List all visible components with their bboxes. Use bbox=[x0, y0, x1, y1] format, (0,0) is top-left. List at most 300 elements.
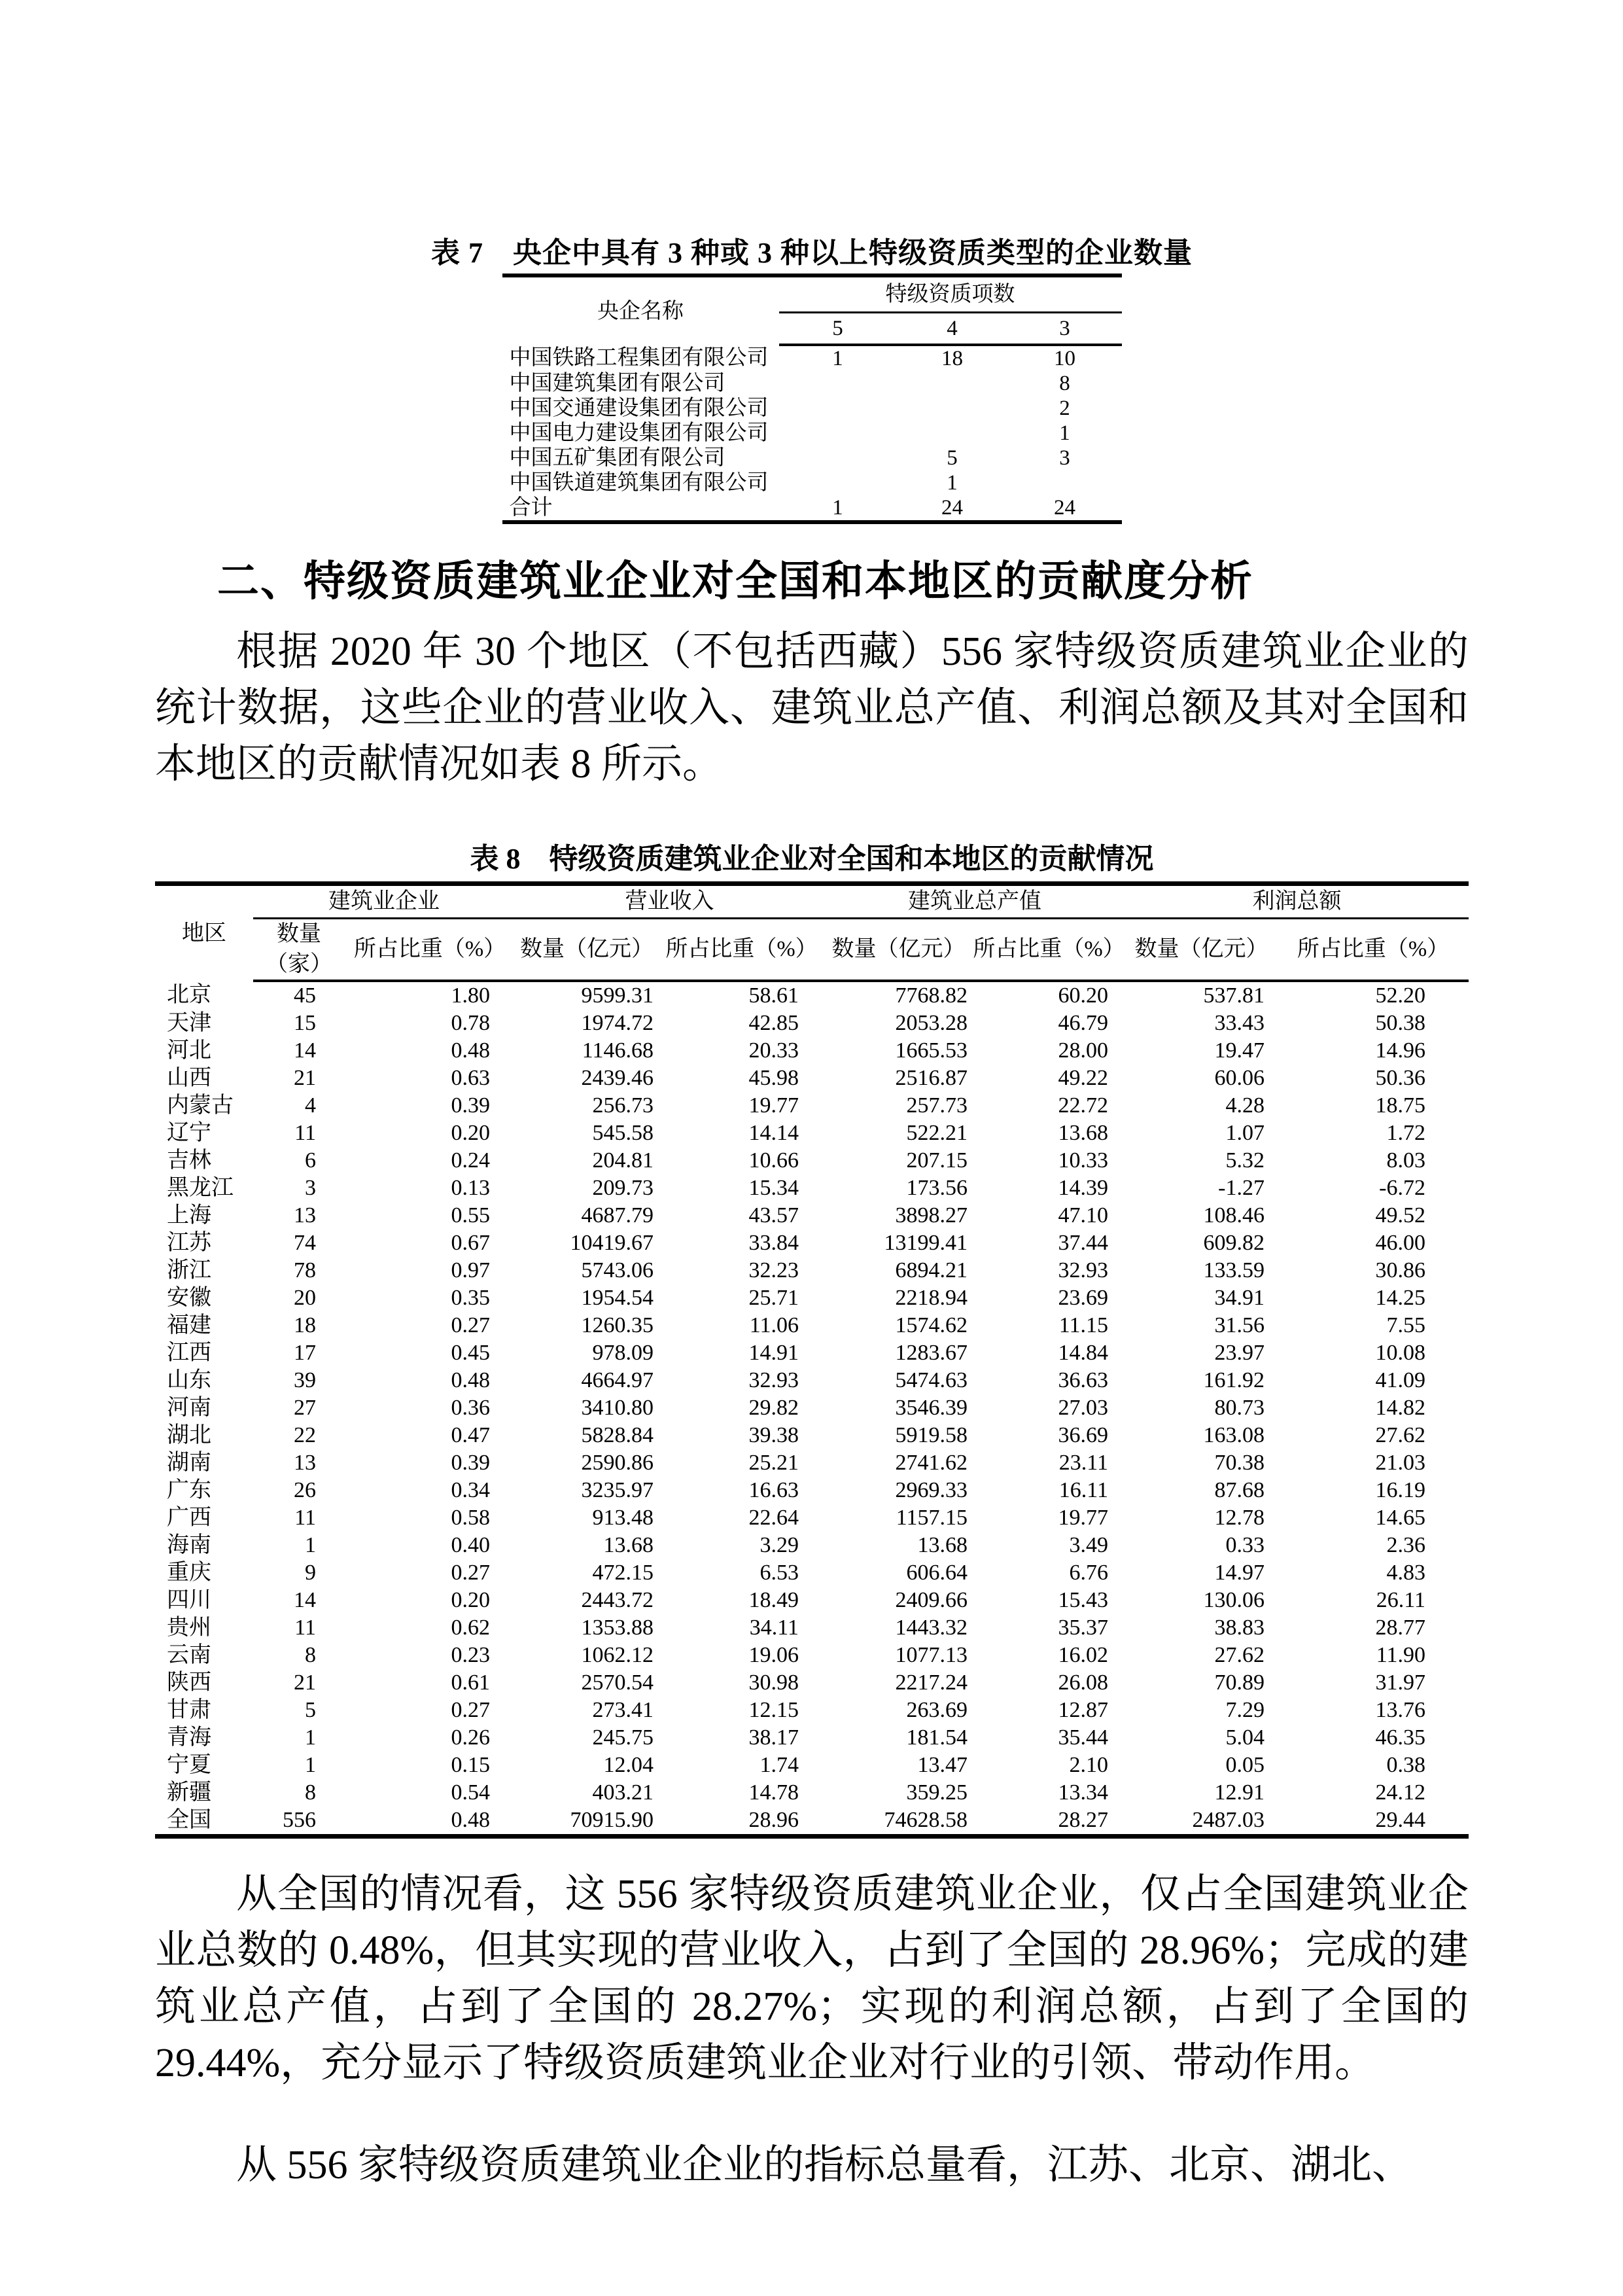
table-row bbox=[155, 1422, 1469, 1449]
enterprise-share-cell: 0.55 bbox=[451, 1203, 490, 1227]
enterprise-count-cell: 9 bbox=[305, 1561, 316, 1585]
count-3-cell bbox=[1008, 470, 1122, 495]
company-name-cell: 中国建筑集团有限公司 bbox=[509, 372, 725, 395]
output-amount-cell: 359.25 bbox=[906, 1780, 968, 1805]
region-cell: 重庆 bbox=[167, 1561, 211, 1585]
revenue-amount-cell: 273.41 bbox=[592, 1698, 654, 1722]
profit-share-cell: 27.62 bbox=[1375, 1423, 1425, 1447]
output-share-cell: 32.93 bbox=[1058, 1258, 1108, 1282]
profit-amount-cell: 12.78 bbox=[1214, 1506, 1265, 1530]
revenue-amount-cell: 1353.88 bbox=[581, 1616, 654, 1640]
enterprise-share-cell: 0.27 bbox=[451, 1313, 490, 1337]
revenue-share-cell: 25.21 bbox=[748, 1451, 799, 1475]
revenue-amount-cell: 204.81 bbox=[592, 1148, 654, 1173]
revenue-amount-cell: 2590.86 bbox=[581, 1451, 654, 1475]
count-4-cell: 18 bbox=[941, 347, 963, 370]
revenue-share-cell: 6.53 bbox=[759, 1561, 799, 1585]
table-row bbox=[155, 1367, 1469, 1394]
profit-amount-cell: 161.92 bbox=[1203, 1368, 1265, 1392]
enterprise-count-cell: 21 bbox=[294, 1670, 316, 1695]
output-amount-cell: 2218.94 bbox=[895, 1286, 968, 1310]
count-4-cell: 1 bbox=[947, 471, 958, 495]
company-name-cell: 中国铁路工程集团有限公司 bbox=[509, 346, 769, 370]
profit-amount-cell: 33.43 bbox=[1214, 1011, 1265, 1035]
enterprise-count-cell: 20 bbox=[294, 1286, 316, 1310]
profit-share-cell: 29.44 bbox=[1375, 1808, 1425, 1832]
region-cell: 黑龙江 bbox=[167, 1176, 234, 1200]
region-cell: 安徽 bbox=[167, 1286, 211, 1310]
region-cell: 云南 bbox=[167, 1643, 211, 1667]
revenue-share-cell: 33.84 bbox=[748, 1231, 799, 1255]
table-row bbox=[502, 396, 1122, 421]
revenue-amount-cell: 1260.35 bbox=[581, 1313, 654, 1337]
enterprise-share-cell: 0.62 bbox=[451, 1616, 490, 1640]
enterprise-count-cell: 6 bbox=[305, 1148, 316, 1173]
profit-amount-cell: 0.05 bbox=[1225, 1753, 1265, 1777]
table8-subheader-share2: 所占比重（%） bbox=[659, 919, 824, 981]
profit-amount-cell: 34.91 bbox=[1214, 1286, 1265, 1310]
table8-subheader-share4: 所占比重（%） bbox=[1278, 919, 1469, 981]
output-share-cell: 23.11 bbox=[1058, 1451, 1108, 1475]
output-share-cell: 27.03 bbox=[1058, 1396, 1108, 1420]
output-share-cell: 46.79 bbox=[1058, 1011, 1108, 1035]
profit-share-cell: 28.77 bbox=[1375, 1616, 1425, 1640]
table-row bbox=[155, 1065, 1469, 1092]
profit-amount-cell: 537.81 bbox=[1203, 983, 1265, 1008]
revenue-amount-cell: 1954.54 bbox=[581, 1286, 654, 1310]
table-row bbox=[502, 371, 1122, 396]
output-amount-cell: 1157.15 bbox=[896, 1506, 968, 1530]
revenue-amount-cell: 4664.97 bbox=[581, 1368, 654, 1392]
enterprise-count-cell: 13 bbox=[294, 1203, 316, 1227]
table-row bbox=[155, 1147, 1469, 1174]
revenue-amount-cell: 3235.97 bbox=[581, 1478, 654, 1502]
enterprise-share-cell: 0.40 bbox=[451, 1533, 490, 1557]
table8-title: 表 8 特级资质建筑业企业对全国和本地区的贡献情况 bbox=[470, 843, 1154, 875]
enterprise-share-cell: 0.13 bbox=[451, 1176, 490, 1200]
output-amount-cell: 522.21 bbox=[906, 1121, 968, 1145]
table-row bbox=[155, 1724, 1469, 1752]
output-amount-cell: 2053.28 bbox=[895, 1011, 968, 1035]
revenue-amount-cell: 5743.06 bbox=[581, 1258, 654, 1282]
enterprise-count-cell: 14 bbox=[294, 1038, 316, 1063]
table7-subheader-4: 4 bbox=[897, 313, 1008, 345]
profit-share-cell: 21.03 bbox=[1375, 1451, 1425, 1475]
region-cell: 内蒙古 bbox=[167, 1093, 234, 1118]
enterprise-share-cell: 0.48 bbox=[451, 1038, 490, 1063]
profit-share-cell: 14.82 bbox=[1375, 1396, 1425, 1420]
revenue-share-cell: 14.91 bbox=[748, 1341, 799, 1365]
revenue-share-cell: 1.74 bbox=[759, 1753, 799, 1777]
output-share-cell: 37.44 bbox=[1058, 1231, 1108, 1255]
summary-paragraph: 从全国的情况看，这 556 家特级资质建筑业企业，仅占全国建筑业企业总数的 0.48%，但其实现的营业收入，占到了全国的 28.96%；完成的建筑业总产值，占到了全国的 28.27%；实现的利润总额，占到了全国的 29.44%，充分显示了特级资质建筑业企业对行业的引领、带动作用。 bbox=[155, 1872, 1469, 2085]
profit-share-cell: 14.96 bbox=[1375, 1038, 1425, 1063]
table-row bbox=[155, 1449, 1469, 1477]
enterprise-share-cell: 1.80 bbox=[451, 983, 490, 1008]
enterprise-count-cell: 45 bbox=[294, 983, 316, 1008]
enterprise-share-cell: 0.48 bbox=[451, 1368, 490, 1392]
enterprise-share-cell: 0.67 bbox=[451, 1231, 490, 1255]
region-cell: 贵州 bbox=[167, 1616, 211, 1640]
revenue-amount-cell: 2570.54 bbox=[581, 1670, 654, 1695]
revenue-share-cell: 12.15 bbox=[748, 1698, 799, 1722]
profit-amount-cell: 19.47 bbox=[1214, 1038, 1265, 1063]
output-amount-cell: 263.69 bbox=[906, 1698, 968, 1722]
output-amount-cell: 606.64 bbox=[906, 1561, 968, 1585]
output-amount-cell: 5474.63 bbox=[895, 1368, 968, 1392]
table-row bbox=[155, 1284, 1469, 1312]
enterprise-share-cell: 0.35 bbox=[451, 1286, 490, 1310]
profit-share-cell: 14.65 bbox=[1375, 1506, 1425, 1530]
profit-amount-cell: 80.73 bbox=[1214, 1396, 1265, 1420]
output-amount-cell: 13.68 bbox=[917, 1533, 968, 1557]
region-cell: 陕西 bbox=[167, 1670, 211, 1695]
region-cell: 海南 bbox=[167, 1533, 211, 1557]
revenue-share-cell: 20.33 bbox=[748, 1038, 799, 1063]
region-cell: 青海 bbox=[167, 1725, 211, 1750]
enterprise-count-cell: 22 bbox=[294, 1423, 316, 1447]
count-3-cell: 2 bbox=[1059, 397, 1070, 420]
region-cell: 广西 bbox=[167, 1506, 211, 1530]
revenue-share-cell: 45.98 bbox=[748, 1066, 799, 1090]
profit-amount-cell: 133.59 bbox=[1203, 1258, 1265, 1282]
output-share-cell: 16.02 bbox=[1058, 1643, 1108, 1667]
revenue-share-cell: 22.64 bbox=[748, 1506, 799, 1530]
table8-subheader-count: 数量（家） bbox=[253, 919, 345, 981]
enterprise-share-cell: 0.27 bbox=[451, 1698, 490, 1722]
enterprise-share-cell: 0.34 bbox=[451, 1478, 490, 1502]
output-amount-cell: 1665.53 bbox=[895, 1038, 968, 1063]
count-5-cell bbox=[779, 371, 897, 396]
count-5-cell bbox=[779, 446, 897, 470]
revenue-amount-cell: 3410.80 bbox=[581, 1396, 654, 1420]
revenue-share-cell: 29.82 bbox=[748, 1396, 799, 1420]
profit-amount-cell: 87.68 bbox=[1214, 1478, 1265, 1502]
table8-body bbox=[155, 981, 1469, 1837]
table-row bbox=[155, 981, 1469, 1010]
table-row bbox=[155, 1202, 1469, 1229]
count-4-cell: 24 bbox=[941, 496, 963, 520]
output-share-cell: 28.27 bbox=[1058, 1808, 1108, 1832]
table-row bbox=[155, 1559, 1469, 1587]
count-4-cell: 5 bbox=[947, 446, 958, 470]
output-share-cell: 35.44 bbox=[1058, 1725, 1108, 1750]
enterprise-count-cell: 21 bbox=[294, 1066, 316, 1090]
enterprise-share-cell: 0.39 bbox=[451, 1093, 490, 1118]
output-share-cell: 2.10 bbox=[1069, 1753, 1108, 1777]
revenue-amount-cell: 2439.46 bbox=[581, 1066, 654, 1090]
table-row bbox=[155, 1229, 1469, 1257]
revenue-share-cell: 16.63 bbox=[748, 1478, 799, 1502]
table-row bbox=[155, 1174, 1469, 1202]
profit-amount-cell: 38.83 bbox=[1214, 1616, 1265, 1640]
count-5-cell: 1 bbox=[832, 347, 843, 370]
enterprise-count-cell: 4 bbox=[305, 1093, 316, 1118]
company-name-cell: 中国电力建设集团有限公司 bbox=[509, 421, 769, 445]
output-share-cell: 49.22 bbox=[1058, 1066, 1108, 1090]
enterprise-share-cell: 0.36 bbox=[451, 1396, 490, 1420]
revenue-share-cell: 34.11 bbox=[749, 1616, 799, 1640]
table-row bbox=[502, 470, 1122, 495]
enterprise-count-cell: 13 bbox=[294, 1451, 316, 1475]
profit-amount-cell: 27.62 bbox=[1214, 1643, 1265, 1667]
table8-subheader-amount1: 数量（亿元） bbox=[515, 919, 659, 981]
output-share-cell: 23.69 bbox=[1058, 1286, 1108, 1310]
profit-share-cell: 24.12 bbox=[1375, 1780, 1425, 1805]
revenue-amount-cell: 2443.72 bbox=[581, 1588, 654, 1612]
table-row bbox=[155, 1532, 1469, 1559]
enterprise-count-cell: 11 bbox=[294, 1121, 316, 1145]
table-row bbox=[155, 1120, 1469, 1147]
output-share-cell: 14.84 bbox=[1058, 1341, 1108, 1365]
table7-header bbox=[502, 275, 1122, 345]
count-5-cell: 1 bbox=[832, 496, 843, 520]
output-share-cell: 13.68 bbox=[1058, 1121, 1108, 1145]
region-cell: 江西 bbox=[167, 1341, 211, 1365]
table8-subheader-share1: 所占比重（%） bbox=[345, 919, 515, 981]
profit-share-cell: 49.52 bbox=[1375, 1203, 1425, 1227]
output-share-cell: 6.76 bbox=[1069, 1561, 1108, 1585]
revenue-amount-cell: 472.15 bbox=[592, 1561, 654, 1585]
enterprise-count-cell: 556 bbox=[283, 1808, 316, 1832]
profit-amount-cell: 5.32 bbox=[1225, 1148, 1265, 1173]
output-amount-cell: 5919.58 bbox=[895, 1423, 968, 1447]
profit-share-cell: 41.09 bbox=[1375, 1368, 1425, 1392]
region-cell: 上海 bbox=[167, 1203, 211, 1227]
profit-share-cell: 50.38 bbox=[1375, 1011, 1425, 1035]
profit-amount-cell: 163.08 bbox=[1203, 1423, 1265, 1447]
revenue-share-cell: 14.14 bbox=[748, 1121, 799, 1145]
revenue-share-cell: 32.23 bbox=[748, 1258, 799, 1282]
table7 bbox=[502, 274, 1122, 524]
table8-group-operating-revenue: 营业收入 bbox=[515, 884, 824, 919]
revenue-share-cell: 15.34 bbox=[748, 1176, 799, 1200]
profit-share-cell: 2.36 bbox=[1386, 1533, 1425, 1557]
output-share-cell: 36.69 bbox=[1058, 1423, 1108, 1447]
region-cell: 甘肃 bbox=[167, 1698, 211, 1722]
enterprise-share-cell: 0.23 bbox=[451, 1643, 490, 1667]
enterprise-count-cell: 74 bbox=[294, 1231, 316, 1255]
enterprise-share-cell: 0.78 bbox=[451, 1011, 490, 1035]
output-amount-cell: 2741.62 bbox=[895, 1451, 968, 1475]
table7-group-header: 特级资质项数 bbox=[779, 275, 1122, 313]
profit-share-cell: 11.90 bbox=[1376, 1643, 1425, 1667]
region-cell: 河北 bbox=[167, 1038, 211, 1063]
table-row bbox=[155, 1752, 1469, 1779]
revenue-amount-cell: 256.73 bbox=[592, 1093, 654, 1118]
revenue-amount-cell: 209.73 bbox=[592, 1176, 654, 1200]
table7-body bbox=[502, 345, 1122, 522]
table7-subheader-3: 3 bbox=[1008, 313, 1122, 345]
table-row bbox=[155, 1339, 1469, 1367]
table-row bbox=[155, 1807, 1469, 1837]
revenue-share-cell: 28.96 bbox=[748, 1808, 799, 1832]
output-amount-cell: 7768.82 bbox=[895, 983, 968, 1008]
output-amount-cell: 1077.13 bbox=[895, 1643, 968, 1667]
enterprise-share-cell: 0.27 bbox=[451, 1561, 490, 1585]
output-share-cell: 26.08 bbox=[1058, 1670, 1108, 1695]
table7-subheader-5: 5 bbox=[779, 313, 897, 345]
table-row bbox=[155, 1257, 1469, 1284]
company-name-cell: 中国铁道建筑集团有限公司 bbox=[509, 471, 769, 495]
output-amount-cell: 13.47 bbox=[917, 1753, 968, 1777]
table8-subheader-share3: 所占比重（%） bbox=[973, 919, 1125, 981]
region-cell: 辽宁 bbox=[167, 1121, 211, 1145]
output-amount-cell: 3546.39 bbox=[895, 1396, 968, 1420]
region-cell: 天津 bbox=[167, 1011, 211, 1035]
table-row bbox=[155, 1394, 1469, 1422]
count-5-cell bbox=[779, 396, 897, 421]
enterprise-count-cell: 15 bbox=[294, 1011, 316, 1035]
revenue-amount-cell: 1974.72 bbox=[581, 1011, 654, 1035]
table-row bbox=[155, 1642, 1469, 1669]
revenue-share-cell: 39.38 bbox=[748, 1423, 799, 1447]
region-cell: 宁夏 bbox=[167, 1753, 211, 1777]
enterprise-count-cell: 3 bbox=[305, 1176, 316, 1200]
table8-subheader-amount2: 数量（亿元） bbox=[824, 919, 973, 981]
revenue-share-cell: 11.06 bbox=[749, 1313, 799, 1337]
table-row bbox=[502, 421, 1122, 446]
table-row bbox=[502, 495, 1122, 522]
intro-paragraph: 根据 2020 年 30 个地区（不包括西藏）556 家特级资质建筑业企业的统计数据，这些企业的营业收入、建筑业总产值、利润总额及其对全国和本地区的贡献情况如表 8 所示。 bbox=[155, 629, 1469, 786]
section-heading: 二、特级资质建筑业企业对全国和本地区的贡献度分析 bbox=[217, 558, 1253, 605]
count-4-cell bbox=[897, 396, 1008, 421]
enterprise-count-cell: 8 bbox=[305, 1780, 316, 1805]
company-name-cell: 中国交通建设集团有限公司 bbox=[509, 397, 769, 420]
output-share-cell: 47.10 bbox=[1058, 1203, 1108, 1227]
count-5-cell bbox=[779, 470, 897, 495]
output-share-cell: 60.20 bbox=[1058, 983, 1108, 1008]
enterprise-share-cell: 0.97 bbox=[451, 1258, 490, 1282]
profit-share-cell: 16.19 bbox=[1375, 1478, 1425, 1502]
region-cell: 北京 bbox=[167, 983, 211, 1007]
profit-share-cell: 10.08 bbox=[1375, 1341, 1425, 1365]
profit-share-cell: 30.86 bbox=[1375, 1258, 1425, 1282]
output-amount-cell: 173.56 bbox=[906, 1176, 968, 1200]
revenue-share-cell: 30.98 bbox=[748, 1670, 799, 1695]
revenue-amount-cell: 70915.90 bbox=[570, 1808, 654, 1832]
revenue-share-cell: 43.57 bbox=[748, 1203, 799, 1227]
output-amount-cell: 2969.33 bbox=[895, 1478, 968, 1502]
revenue-amount-cell: 12.04 bbox=[603, 1753, 654, 1777]
revenue-share-cell: 3.29 bbox=[759, 1533, 799, 1557]
revenue-share-cell: 10.66 bbox=[748, 1148, 799, 1173]
count-3-cell: 10 bbox=[1054, 347, 1075, 370]
profit-amount-cell: 4.28 bbox=[1225, 1093, 1265, 1118]
revenue-share-cell: 32.93 bbox=[748, 1368, 799, 1392]
profit-share-cell: 31.97 bbox=[1375, 1670, 1425, 1695]
table-row bbox=[155, 1504, 1469, 1532]
enterprise-count-cell: 14 bbox=[294, 1588, 316, 1612]
revenue-amount-cell: 1146.68 bbox=[582, 1038, 654, 1063]
enterprise-share-cell: 0.20 bbox=[451, 1121, 490, 1145]
profit-share-cell: 46.00 bbox=[1375, 1231, 1425, 1255]
table-row bbox=[155, 1010, 1469, 1037]
region-cell: 全国 bbox=[167, 1808, 211, 1832]
output-share-cell: 10.33 bbox=[1058, 1148, 1108, 1173]
output-amount-cell: 74628.58 bbox=[884, 1808, 968, 1832]
table-row bbox=[155, 1037, 1469, 1065]
output-amount-cell: 2217.24 bbox=[895, 1670, 968, 1695]
profit-amount-cell: 60.06 bbox=[1214, 1066, 1265, 1090]
region-cell: 湖北 bbox=[167, 1423, 211, 1447]
count-3-cell: 1 bbox=[1059, 421, 1070, 445]
profit-share-cell: 0.38 bbox=[1386, 1753, 1425, 1777]
table-row bbox=[155, 1477, 1469, 1504]
profit-amount-cell: 31.56 bbox=[1214, 1313, 1265, 1337]
table-row bbox=[155, 1312, 1469, 1339]
output-amount-cell: 2409.66 bbox=[895, 1588, 968, 1612]
output-share-cell: 13.34 bbox=[1058, 1780, 1108, 1805]
table-row bbox=[155, 1614, 1469, 1642]
enterprise-share-cell: 0.58 bbox=[451, 1506, 490, 1530]
enterprise-count-cell: 11 bbox=[294, 1506, 316, 1530]
region-cell: 山东 bbox=[167, 1368, 211, 1392]
enterprise-count-cell: 26 bbox=[294, 1478, 316, 1502]
revenue-amount-cell: 4687.79 bbox=[581, 1203, 654, 1227]
count-5-cell bbox=[779, 421, 897, 446]
output-amount-cell: 2516.87 bbox=[895, 1066, 968, 1090]
output-share-cell: 28.00 bbox=[1058, 1038, 1108, 1063]
output-share-cell: 3.49 bbox=[1069, 1533, 1108, 1557]
profit-amount-cell: 23.97 bbox=[1214, 1341, 1265, 1365]
profit-share-cell: 50.36 bbox=[1375, 1066, 1425, 1090]
region-cell: 河南 bbox=[167, 1396, 211, 1420]
revenue-share-cell: 18.49 bbox=[748, 1588, 799, 1612]
table-row bbox=[155, 1669, 1469, 1697]
revenue-amount-cell: 1062.12 bbox=[581, 1643, 654, 1667]
revenue-share-cell: 14.78 bbox=[748, 1780, 799, 1805]
revenue-amount-cell: 913.48 bbox=[592, 1506, 654, 1530]
profit-share-cell: 8.03 bbox=[1386, 1148, 1425, 1173]
table7-title: 表 7 央企中具有 3 种或 3 种以上特级资质类型的企业数量 bbox=[431, 237, 1193, 269]
profit-amount-cell: 108.46 bbox=[1203, 1203, 1265, 1227]
output-share-cell: 15.43 bbox=[1058, 1588, 1108, 1612]
profit-amount-cell: 0.33 bbox=[1225, 1533, 1265, 1557]
enterprise-count-cell: 1 bbox=[305, 1725, 316, 1750]
profit-amount-cell: 14.97 bbox=[1214, 1561, 1265, 1585]
output-share-cell: 11.15 bbox=[1058, 1313, 1108, 1337]
table8-region-header: 地区 bbox=[182, 921, 226, 945]
output-share-cell: 16.11 bbox=[1058, 1478, 1108, 1502]
profit-share-cell: 7.55 bbox=[1386, 1313, 1425, 1337]
enterprise-share-cell: 0.15 bbox=[451, 1753, 490, 1777]
profit-share-cell: 14.25 bbox=[1375, 1286, 1425, 1310]
enterprise-count-cell: 27 bbox=[294, 1396, 316, 1420]
region-cell: 湖南 bbox=[167, 1451, 211, 1475]
profit-share-cell: 26.11 bbox=[1376, 1588, 1425, 1612]
count-3-cell: 24 bbox=[1054, 496, 1075, 520]
output-amount-cell: 1283.67 bbox=[895, 1341, 968, 1365]
enterprise-share-cell: 0.45 bbox=[451, 1341, 490, 1365]
output-share-cell: 14.39 bbox=[1058, 1176, 1108, 1200]
enterprise-share-cell: 0.39 bbox=[451, 1451, 490, 1475]
region-cell: 吉林 bbox=[167, 1148, 211, 1173]
enterprise-count-cell: 11 bbox=[294, 1616, 316, 1640]
next-paragraph: 从 556 家特级资质建筑业企业的指标总量看，江苏、北京、湖北、 bbox=[236, 2143, 1413, 2187]
revenue-amount-cell: 13.68 bbox=[603, 1533, 654, 1557]
table8 bbox=[155, 881, 1469, 1839]
output-share-cell: 36.63 bbox=[1058, 1368, 1108, 1392]
enterprise-count-cell: 39 bbox=[294, 1368, 316, 1392]
table-row bbox=[155, 1092, 1469, 1120]
enterprise-share-cell: 0.48 bbox=[451, 1808, 490, 1832]
revenue-amount-cell: 403.21 bbox=[592, 1780, 654, 1805]
output-amount-cell: 3898.27 bbox=[895, 1203, 968, 1227]
profit-share-cell: 4.83 bbox=[1386, 1561, 1425, 1585]
profit-amount-cell: 2487.03 bbox=[1192, 1808, 1265, 1832]
output-amount-cell: 6894.21 bbox=[895, 1258, 968, 1282]
